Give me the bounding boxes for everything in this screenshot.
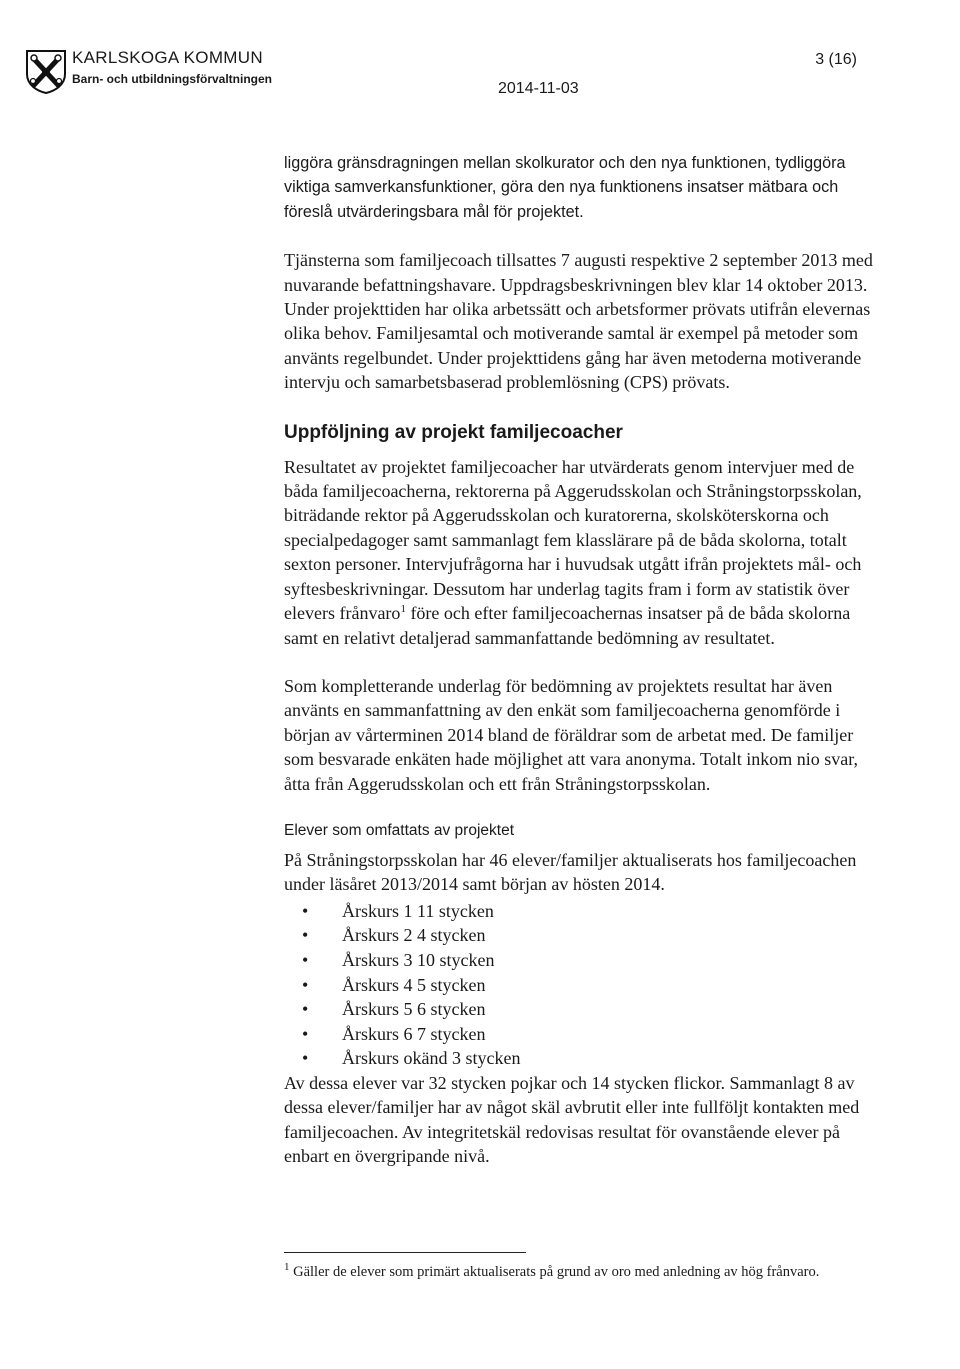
bullet: • — [302, 1048, 309, 1069]
paragraph-gender-summary: Av dessa elever var 32 stycken pojkar och 14 stycken flickor. Sammanlagt 8 av dessa elever/familjer har av något skäl avbrutit eller inte fullföljt kontakten med familjecoachen. Av integritetskäl redovisas resultat för ovanstående elever på enbart en övergripande nivå. — [284, 1072, 860, 1167]
list-item-text: Årskurs 3 10 stycken — [342, 949, 495, 970]
bullet: • — [302, 900, 309, 921]
paragraph-evaluation — [284, 455, 880, 650]
bullet: • — [302, 925, 309, 946]
subheading-students: Elever som omfattats av projektet — [284, 821, 515, 839]
page-number: 3 (16) — [815, 51, 857, 68]
section-heading-followup: Uppföljning av projekt familjecoacher — [284, 421, 623, 443]
list-item-text: Årskurs okänd 3 stycken — [342, 1048, 521, 1069]
organization-name: KARLSKOGA KOMMUN — [72, 48, 263, 67]
bullet: • — [302, 1023, 309, 1044]
list-item-text: Årskurs 2 4 stycken — [342, 925, 486, 946]
footnote-mark: 1 — [284, 1261, 290, 1274]
evaluation-text-continued: före och efter familjecoachernas insatser på de båda skolorna samt en relativt detaljerad sammanfattande bedömning av resultatet. — [284, 603, 851, 648]
list-item-text: Årskurs 5 6 stycken — [342, 999, 486, 1020]
list-item — [302, 899, 880, 924]
paragraph-staffing: Tjänsterna som familjecoach tillsattes 7 augusti respektive 2 september 2013 med nuvarande befattningshavare. Uppdragsbeskrivningen blev klar 14 oktober 2013. Under projekttiden har olika arbetssätt och arbetsformer prövats utifrån elevernas olika behov. Familjesamtal och motiverande samtal är exempel på metoder som använts regelbundet. Under projekttidens gång har även metoderna motiverande intervju och samarbetsbaserad problemlösning (CPS) prövats. — [284, 250, 873, 393]
paragraph-survey: Som kompletterande underlag för bedömning av projektets resultat har även använts en sammanfattning av den enkät som familjecoacherna genomförde i början av vårterminen 2014 bland de föräldrar som de arbetat med. De familjer som besvarade enkäten hade möjlighet att vara anonyma. Totalt inkom nio svar, åtta från Aggerudsskolan och ett från Stråningstorpsskolan. — [284, 675, 859, 794]
footnote-reference: 1 — [400, 603, 406, 616]
paragraph-students-count: På Stråningstorpsskolan har 46 elever/familjer aktualiserats hos familjecoachen under läsåret 2013/2014 samt början av hösten 2014. — [284, 849, 857, 895]
list-item-text: Årskurs 4 5 stycken — [342, 974, 486, 995]
bullet: • — [302, 999, 309, 1020]
list-item — [302, 1046, 880, 1071]
evaluation-text: Resultatet av projektet familjecoacher har utvärderats genom intervjuer med de båda familjecoacherna, rektorerna på Aggerudsskolan och Stråningstorpsskolan, biträdande rektor på Aggerudsskolan och kuratorerna, skolsköterskorna och specialpedagoger samt sammanlagt fem klasslärare på de båda skolorna, totalt sexton personer. Intervjufrågorna har i huvudsak utgått ifrån projektets mål- och syftesbeskrivningar. Dessutom har underlag tagits fram i form av statistik över elevers frånvaro — [284, 456, 862, 624]
footnote-text: Gäller de elever som primärt aktualiserats på grund av oro med anledning av hög frånvaro. — [289, 1264, 820, 1280]
bullet: • — [302, 974, 309, 995]
list-item — [302, 948, 880, 973]
document-body — [284, 151, 880, 1169]
bullet: • — [302, 949, 309, 970]
footnote — [284, 1262, 874, 1283]
document-date: 2014-11-03 — [498, 80, 579, 97]
municipality-crest-icon — [24, 48, 68, 94]
list-item-text: Årskurs 1 11 stycken — [342, 900, 494, 921]
paragraph-continued: liggöra gränsdragningen mellan skolkurator och den nya funktionen, tydliggöra viktiga samverkansfunktioner, göra den nya funktionens insatser mätbara och föreslå utvärderingsbara mål för projektet. — [284, 154, 846, 221]
department-name: Barn- och utbildningsförvaltningen — [72, 72, 272, 86]
footnote-divider — [284, 1252, 526, 1253]
list-item — [302, 997, 880, 1022]
grade-list — [284, 899, 880, 1071]
list-item — [302, 923, 880, 948]
list-item — [302, 973, 880, 998]
list-item-text: Årskurs 6 7 stycken — [342, 1023, 486, 1044]
list-item — [302, 1022, 880, 1047]
